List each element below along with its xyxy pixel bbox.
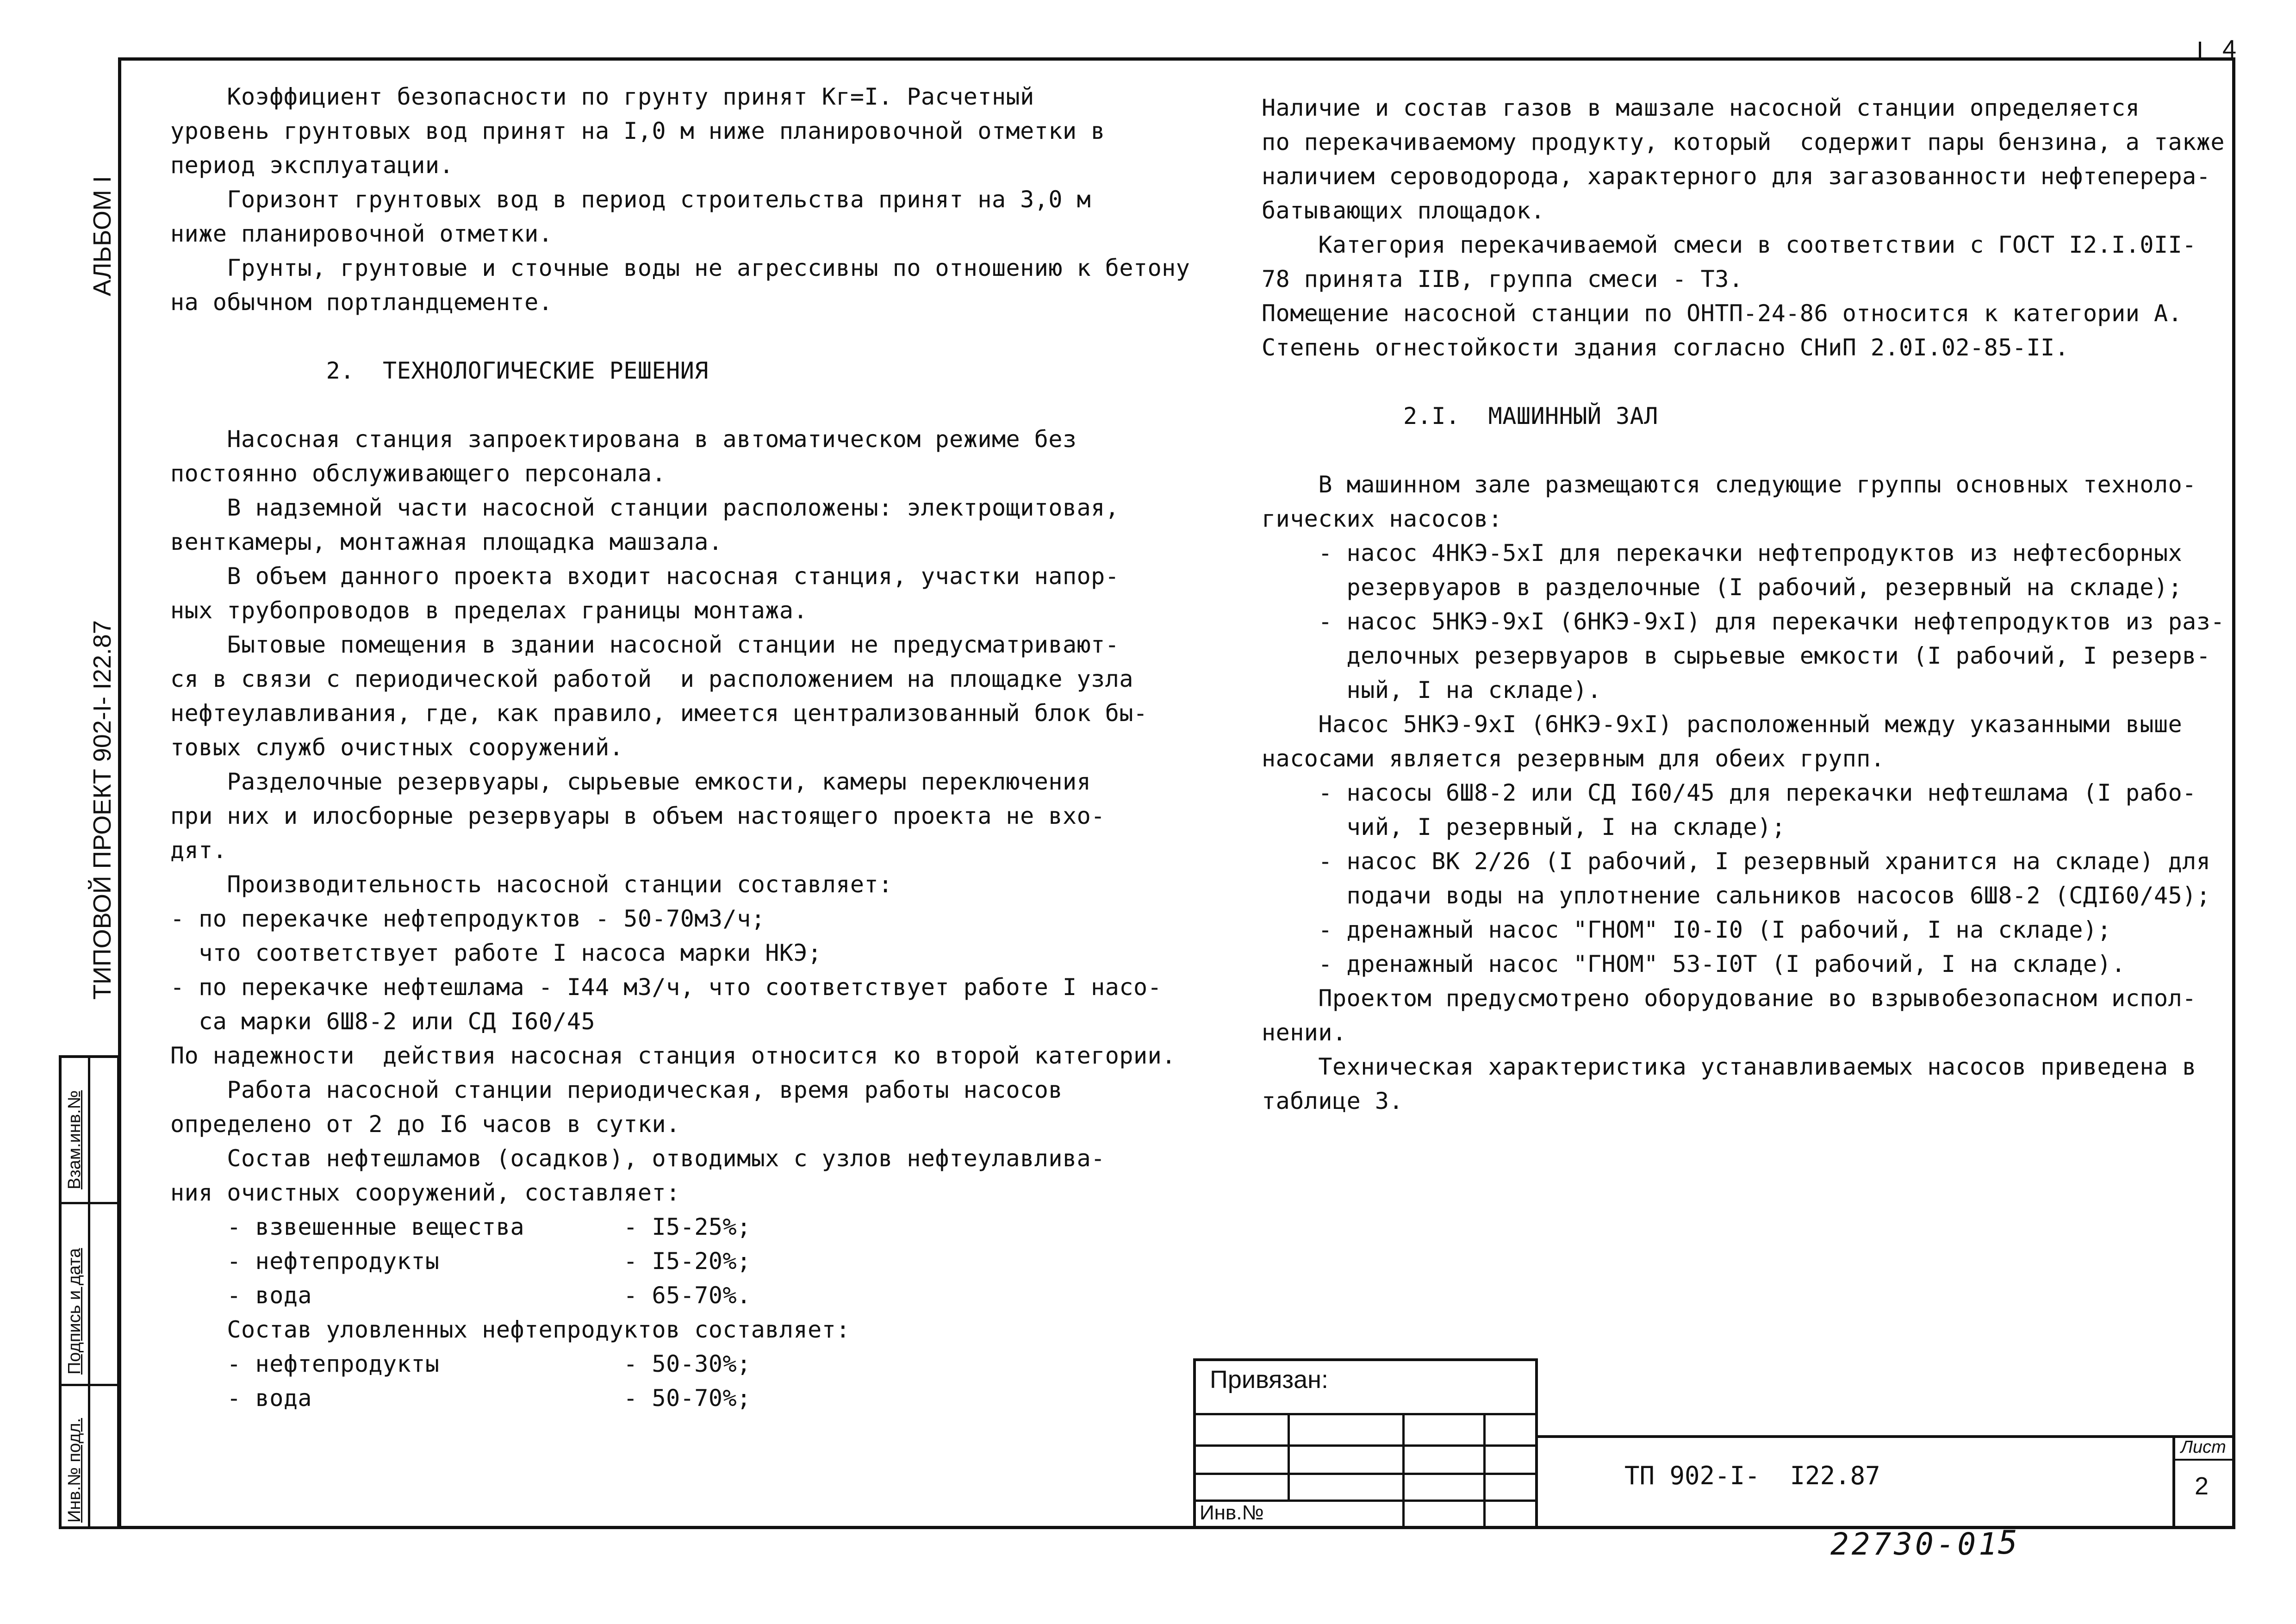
side-stamp-row-1 xyxy=(59,1202,120,1204)
text-line: - нефтепродукты - 50-30%; xyxy=(170,1350,751,1377)
text-line: - насос ВК 2/26 (I рабочий, I резервный хранится на складе) для xyxy=(1262,848,2211,875)
text-line: - взвешенные вещества - I5-25%; xyxy=(170,1213,751,1240)
text-line: Коэффициент безопасности по грунту принят Кг=I. Расчетный xyxy=(170,83,1034,110)
text-line: насосами является резервным для обеих групп. xyxy=(1262,745,1885,772)
text-line: 78 принята IIВ, группа смеси - Т3. xyxy=(1262,266,1743,292)
text-line: Проектом предусмотрено оборудование во взрывобезопасном испол- xyxy=(1262,985,2196,1012)
privyazan-col-1 xyxy=(1288,1413,1290,1501)
text-line: - вода - 50-70%; xyxy=(170,1385,751,1412)
privyazan-col-3 xyxy=(1483,1413,1486,1529)
text-line: постоянно обслуживающего персонала. xyxy=(170,460,666,487)
doc-code: ТП 902-I- I22.87 xyxy=(1624,1461,1880,1490)
list-cell-left xyxy=(2172,1435,2175,1529)
text-line: В объем данного проекта входит насосная станция, участки напор- xyxy=(170,563,1120,590)
text-line: уровень грунтовых вод принят на I,0 м ниже планировочной отметки в xyxy=(170,118,1105,144)
text-line: ных трубопроводов в пределах границы монтажа. xyxy=(170,597,808,624)
privyazan-row-2 xyxy=(1193,1444,1538,1447)
text-line: на обычном портландцементе. xyxy=(170,289,553,316)
text-line: период эксплуатации. xyxy=(170,152,454,179)
text-line: Грунты, грунтовые и сточные воды не агрессивны по отношению к бетону xyxy=(170,255,1190,281)
text-line: По надежности действия насосная станция относится ко второй категории. xyxy=(170,1042,1176,1069)
frame-right-line xyxy=(2232,57,2235,1529)
text-line: ния очистных сооружений, составляет: xyxy=(170,1179,680,1206)
text-line: делочных резервуаров в сырьевые емкости (I рабочий, I резерв- xyxy=(1262,642,2211,669)
text-line: товых служб очистных сооружений. xyxy=(170,734,624,761)
text-line: 2.I. МАШИННЫЙ ЗАЛ xyxy=(1262,403,1658,429)
text-line: - дренажный насос "ГНОМ" I0-I0 (I рабочий, I на складе); xyxy=(1262,916,2112,943)
text-line: 2. ТЕХНОЛОГИЧЕСКИЕ РЕШЕНИЯ xyxy=(170,357,709,384)
side-stamp-vzam-inv: Взам.инв.№ xyxy=(65,1090,84,1189)
text-line: Горизонт грунтовых вод в период строительства принят на 3,0 м xyxy=(170,186,1091,213)
side-stamp-divider xyxy=(88,1055,90,1529)
text-line: по перекачиваемому продукту, который содержит пары бензина, а также xyxy=(1262,129,2225,156)
project-vertical-title: ТИПОВОЙ ПРОЕКТ 902-I- I22.87 xyxy=(88,620,116,1000)
text-line: при них и илосборные резервуары в объем настоящего проекта не вхо- xyxy=(170,803,1105,829)
text-line: - насосы 6Ш8-2 или СД I60/45 для перекачки нефтешлама (I рабо- xyxy=(1262,779,2196,806)
text-line: Бытовые помещения в здании насосной станции не предусматривают- xyxy=(170,631,1120,658)
side-stamp-row-2 xyxy=(59,1384,120,1386)
album-label: АЛЬБОМ I xyxy=(88,176,116,296)
text-line: гических насосов: xyxy=(1262,505,1503,532)
text-line: определено от 2 до I6 часов в сутки. xyxy=(170,1111,680,1138)
text-line: подачи воды на уплотнение сальников насосов 6Ш8-2 (СДI60/45); xyxy=(1262,882,2211,909)
text-line: Насос 5НКЭ-9хI (6НКЭ-9хI) расположенный между указанными выше xyxy=(1262,711,2183,738)
text-line: венткамеры, монтажная площадка машзала. xyxy=(170,529,723,555)
text-line: Насосная станция запроектирована в автоматическом режиме без xyxy=(170,426,1077,453)
text-line: ный, I на складе). xyxy=(1262,677,1602,703)
text-line: Категория перекачиваемой смеси в соответствии с ГОСТ I2.I.0II- xyxy=(1262,231,2196,258)
text-line: В надземной части насосной станции расположены: электрощитовая, xyxy=(170,494,1120,521)
text-line: Производительность насосной станции составляет: xyxy=(170,871,893,898)
bottom-page-number: 5 xyxy=(1998,1524,2018,1562)
corner-tick xyxy=(2199,42,2201,60)
text-line: Степень огнестойкости здания согласно СНиП 2.0I.02-85-II. xyxy=(1262,334,2069,361)
text-line xyxy=(1262,433,2225,467)
inv-no-label: Инв.№ xyxy=(1200,1501,1264,1524)
text-line: батывающих площадок. xyxy=(1262,197,1545,224)
text-line: резервуаров в разделочные (I рабочий, резервный на складе); xyxy=(1262,574,2183,601)
side-stamp-podpis-data: Подпись и дата xyxy=(65,1248,84,1375)
text-line: Разделочные резервуары, сырьевые емкости, камеры переключения xyxy=(170,768,1091,795)
page-corner-number: 4 xyxy=(2222,35,2237,63)
stamp-top-line xyxy=(1538,1435,2235,1438)
text-line: Техническая характеристика устанавливаемых насосов приведена в xyxy=(1262,1053,2196,1080)
list-cell-divider xyxy=(2172,1459,2235,1461)
side-stamp-inv-podl: Инв.№ подл. xyxy=(65,1418,84,1523)
text-line: - дренажный насос "ГНОМ" 53-I0Т (I рабочий, I на складе). xyxy=(1262,951,2126,977)
privyazan-row-3 xyxy=(1193,1473,1538,1475)
text-line: - вода - 65-70%. xyxy=(170,1282,751,1309)
text-line xyxy=(1262,365,2225,399)
text-line: са марки 6Ш8-2 или СД I60/45 xyxy=(170,1008,596,1035)
text-line: В машинном зале размещаются следующие группы основных техноло- xyxy=(1262,471,2196,498)
left-text-column xyxy=(170,80,1190,1415)
text-line: Состав нефтешламов (осадков), отводимых с узлов нефтеулавлива- xyxy=(170,1145,1105,1172)
text-line: дят. xyxy=(170,837,227,864)
text-line xyxy=(170,319,1190,354)
text-line: Работа насосной станции периодическая, время работы насосов xyxy=(170,1076,1063,1103)
text-line: что соответствует работе I насоса марки НКЭ; xyxy=(170,940,822,966)
text-line: - насос 5НКЭ-9хI (6НКЭ-9хI) для перекачки нефтепродуктов из раз- xyxy=(1262,608,2225,635)
privyazan-row-1 xyxy=(1193,1413,1538,1415)
text-line: нении. xyxy=(1262,1019,1347,1046)
text-line: наличием сероводорода, характерного для загазованности нефтеперера- xyxy=(1262,163,2211,190)
text-line: нефтеулавливания, где, как правило, имеется централизованный блок бы- xyxy=(170,700,1148,727)
text-line: - нефтепродукты - I5-20%; xyxy=(170,1248,751,1275)
text-line: - насос 4НКЭ-5хI для перекачки нефтепродуктов из нефтесборных xyxy=(1262,540,2183,566)
list-number: 2 xyxy=(2195,1472,2209,1500)
text-line: ниже планировочной отметки. xyxy=(170,220,553,247)
frame-top-line xyxy=(118,57,2235,61)
text-line: таблице 3. xyxy=(1262,1088,1404,1114)
text-line: - по перекачке нефтешлама - I44 м3/ч, что соответствует работе I насо- xyxy=(170,974,1162,1001)
text-line xyxy=(170,388,1190,422)
text-line: чий, I резервный, I на складе); xyxy=(1262,814,1786,840)
right-text-column xyxy=(1262,91,2225,1118)
text-line: ся в связи с периодической работой и расположением на площадке узла xyxy=(170,666,1133,692)
text-line: Наличие и состав газов в машзале насосной станции определяется xyxy=(1262,94,2140,121)
text-line: Помещение насосной станции по ОНТП-24-86 относится к категории А. xyxy=(1262,300,2183,327)
text-line: - по перекачке нефтепродуктов - 50-70м3/ч; xyxy=(170,905,765,932)
bottom-code: 22730-01 xyxy=(1830,1526,2000,1562)
text-line: Состав уловленных нефтепродуктов составляет: xyxy=(170,1316,850,1343)
privyazan-col-2 xyxy=(1402,1413,1405,1529)
list-label: Лист xyxy=(2181,1437,2226,1457)
privyazan-label: Привязан: xyxy=(1210,1366,1328,1394)
